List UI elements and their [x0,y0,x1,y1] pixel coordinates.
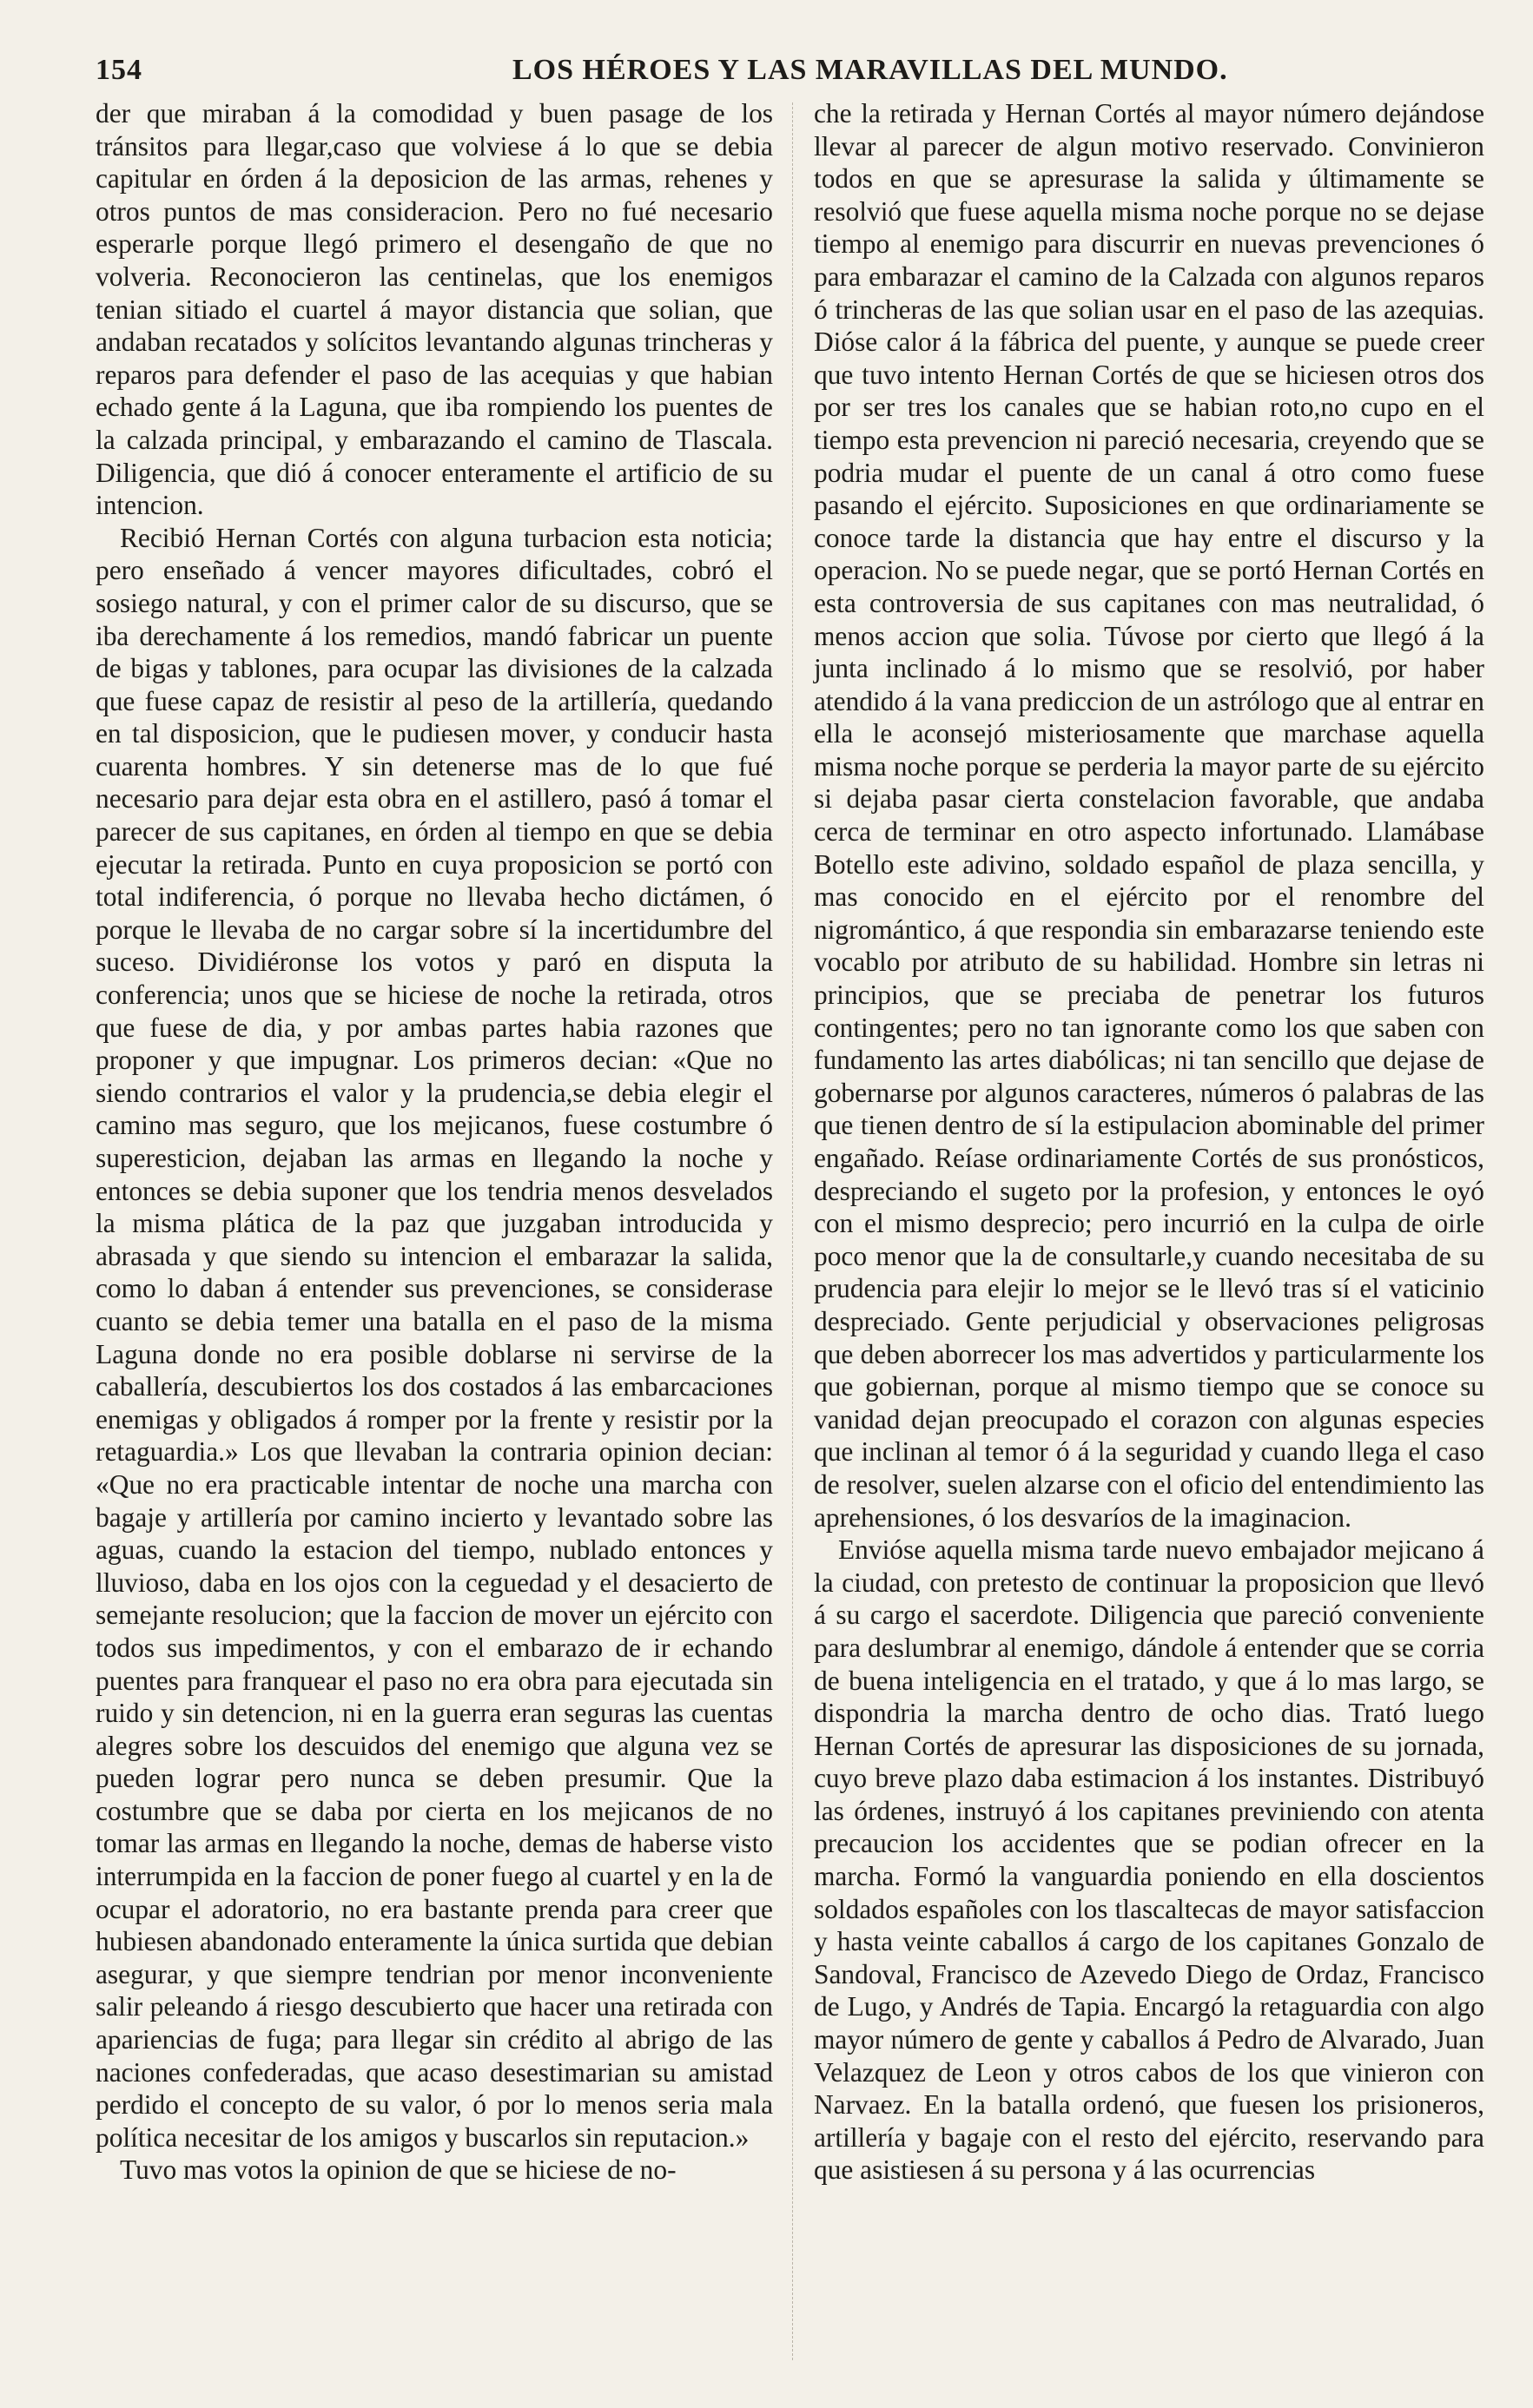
paragraph: Envióse aquella misma tarde nuevo embajador mejicano á la ciudad, con pretesto de continuar la proposicion que llevó á su cargo el sacerdote. Diligencia que pareció conveniente para deslumbrar al enemigo, dándole á entender que se corria de buena inteligencia en el tratado, y que á lo mas largo, se dispondria la marcha dentro de ocho dias. Trató luego Hernan Cortés de apresurar las disposiciones de su jornada, cuyo breve plazo daba estimacion á los instantes. Distribuyó las órdenes, instruyó á los capitanes previniendo con atenta precaucion los accidentes que se podian ofrecer en la marcha. Formó la vanguardia poniendo en ella doscientos soldados españoles con los tlascaltecas de mayor satisfaccion y hasta veinte caballos á cargo de los capitanes Gonzalo de Sandoval, Francisco de Azevedo Diego de Ordaz, Francisco de Lugo, y Andrés de Tapia. Encargó la retaguardia con algo mayor número de gente y caballos á Pedro de Alvarado, Juan Velazquez de Leon y otros cabos de los que vinieron con Narvaez. En la batalla ordenó, que fuesen los prisioneros, artillería y bagaje con el resto del ejército, reservando para que asistiesen á su persona y á las ocurrencias [814,1534,1484,2186]
column-divider [792,102,793,2360]
paragraph: che la retirada y Hernan Cortés al mayor número dejándose llevar al parecer de algun motivo reservado. Convinieron todos en que se apresurase la salida y últimamente se resolvió que fuese aquella misma noche porque no se dejase tiempo al enemigo para discurrir en nuevas prevenciones ó para embarazar el camino de la Calzada con algunos reparos ó trincheras de las que solian usar en el paso de las azequias. Dióse calor á la fábrica del puente, y aunque se puede creer que tuvo intento Hernan Cortés de que se hiciesen otros dos por ser tres los canales que se habian roto,no cupo en el tiempo esta prevencion ni pareció necesaria, creyendo que se podria mudar el puente de un canal á otro como fuese pasando el ejército. Suposiciones en que ordinariamente se conoce tarde la distancia que hay entre el discurso y la operacion. No se puede negar, que se portó Hernan Cortés en esta controversia de sus capitanes con mas neutralidad, ó menos accion que solia. Túvose por cierto que llegó á la junta inclinado á lo mismo que se resolvió, por haber atendido á la vana prediccion de un astrólogo que al entrar en ella le aconsejó misteriosamente que marchase aquella misma noche porque se perderia la mayor parte de su ejército si dejaba pasar cierta constelacion favorable, que andaba cerca de terminar en otro aspecto infortunado. Llamábase Botello este adivino, soldado español de plaza sencilla, y mas conocido en el ejército por el renombre del nigromántico, á que respondia sin embarazarse teniendo este vocablo por atributo de su habilidad. Hombre sin letras ni principios, que se preciaba de penetrar los futuros contingentes; pero no tan ignorante como los que saben con fundamento las artes diabólicas; ni tan sencillo que dejase de gobernarse por algunos caracteres, números ó palabras de las que tienen dentro de sí la estipulacion abominable del primer engañado. Reíase ordinariamente Cortés de sus pronósticos, despreciando el sugeto por la profesion, y entonces le oyó con el mismo desprecio; pero incurrió en la culpa de oirle poco menor que la de consultarle,y cuando necesitaba de su prudencia para elejir lo mejor se le llevó tras sí el vaticinio despreciado. Gente perjudicial y observaciones peligrosas que deben aborrecer los mas advertidos y particularmente los que gobiernan, porque al mismo tiempo que se conoce su vanidad dejan preocupado el corazon con algunas especies que inclinan al temor ó á la seguridad y cuando llega el caso de resolver, suelen alzarse con el oficio del entendimiento las aprehensiones, ó los desvaríos de la imaginacion. [814,98,1484,1533]
page-number: 154 [96,54,142,86]
page-header [96,54,1450,96]
right-column [814,97,1484,2187]
paragraph: Recibió Hernan Cortés con alguna turbacion esta noticia; pero enseñado á vencer mayores dificultades, cobró el sosiego natural, y con el primer calor de su discurso, que se iba derechamente á los remedios, mandó fabricar un puente de bigas y tablones, para ocupar las divisiones de la calzada que fuese capaz de resistir al peso de la artillería, quedando en tal disposicion, que le pudiesen mover, y conducir hasta cuarenta hombres. Y sin detenerse mas de lo que fué necesario para dejar esta obra en el astillero, pasó á tomar el parecer de sus capitanes, en órden al tiempo en que se debia ejecutar la retirada. Punto en cuya proposicion se portó con total indiferencia, ó porque no llevaba hecho dictámen, ó porque le llevaba de no cargar sobre sí la incertidumbre del suceso. Dividiéronse los votos y paró en disputa la conferencia; unos que se hiciese de noche la retirada, otros que fuese de dia, y por ambas partes habia razones que proponer y que impugnar. Los primeros decian: «Que no siendo contrarios el valor y la prudencia,se debia elegir el camino mas seguro, que los mejicanos, fuese costumbre ó superesticion, dejaban las armas en llegando la noche y entonces se debia suponer que los tendria menos desvelados la misma plática de la paz que juzgaban introducida y abrasada y que siendo su intencion el embarazar la salida, como lo daban á entender sus prevenciones, se considerase cuanto se debia temer una batalla en el paso de la misma Laguna donde no era posible doblarse ni servirse de la caballería, descubiertos los dos costados á las embarcaciones enemigas y obligados á romper por la frente y resistir por la retaguardia.» Los que llevaban la contraria opinion decian: «Que no era practicable intentar de noche una marcha con bagaje y artillería por camino incierto y levantado sobre las aguas, cuando la estacion del tiempo, nublado entonces y lluvioso, daba en los ojos con la ceguedad y el desacierto de semejante resolucion; que la faccion de mover un ejército con todos sus impedimentos, y con el embarazo de ir echando puentes para franquear el paso no era obra para ejecutada sin ruido y sin detencion, ni en la guerra eran seguras las cuentas alegres sobre los descuidos del enemigo que alguna vez se pueden lograr pero nunca se deben presumir. Que la costumbre que se daba por cierta en los mejicanos de no tomar las armas en llegando la noche, demas de haberse visto interrumpida en la faccion de poner fuego al cuartel y en la de ocupar el adoratorio, no era bastante prenda para creer que hubiesen abandonado enteramente la única surtida que debian asegurar, y que siempre tendrian por menor inconveniente salir peleando á riesgo descubierto que hacer una retirada con apariencias de fuga; para llegar sin crédito al abrigo de las naciones confederadas, que acaso desestimarian su amistad perdido el concepto de su valor, ó por lo menos seria mala política necesitar de los amigos y buscarlos sin reputacion.» [96,522,773,2153]
paragraph: der que miraban á la comodidad y buen pasage de los tránsitos para llegar,caso que volviese á lo que se debia capitular en órden á la deposicion de las armas, rehenes y otros puntos de mas consideracion. Pero no fué necesario esperarle porque llegó primero el desengaño de que no volveria. Reconocieron las centinelas, que los enemigos tenian sitiado el cuartel á mayor distancia que solian, que andaban recatados y solícitos levantando algunas trincheras y reparos para defender el paso de las acequias y que habian echado gente á la Laguna, que iba rompiendo los puentes de la calzada principal, y embarazando el camino de Tlascala. Diligencia, que dió á conocer enteramente el artificio de su intencion. [96,98,773,521]
left-column [96,97,773,2187]
running-title: LOS HÉROES Y LAS MARAVILLAS DEL MUNDO. [512,54,1228,86]
paragraph: Tuvo mas votos la opinion de que se hiciese de no- [120,2154,677,2186]
